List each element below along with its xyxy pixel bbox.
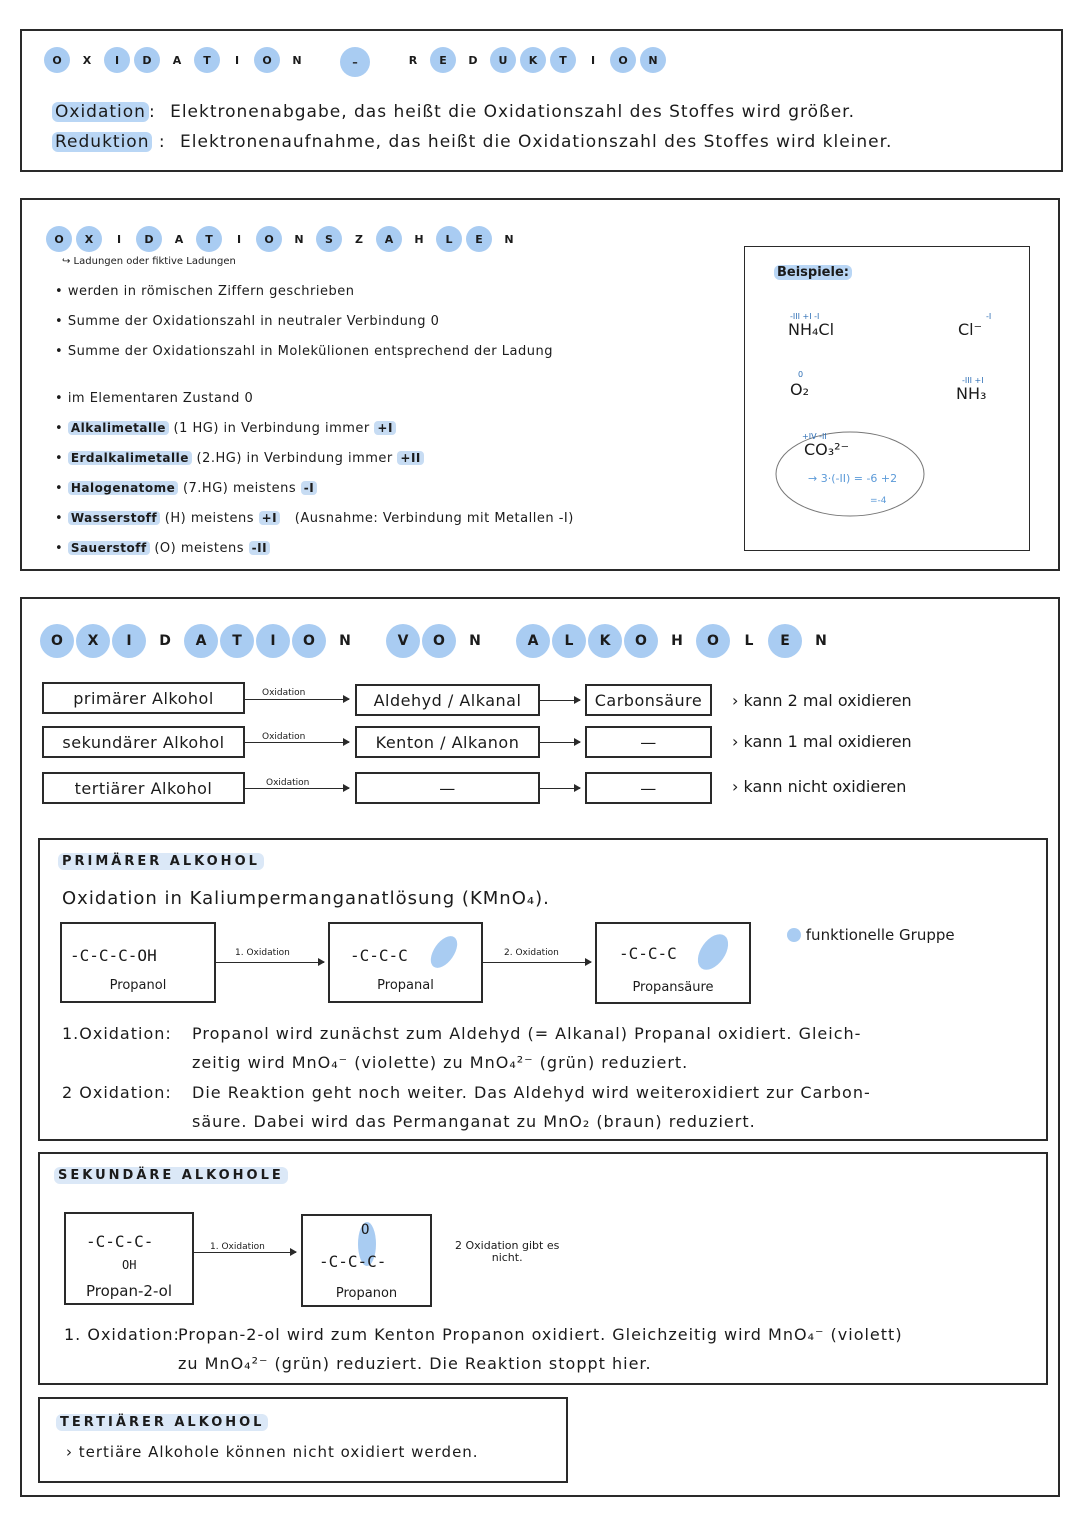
rule-text: Summe der Oxidationszahl in neutraler Verbindung 0 [67,314,440,329]
title-letter: E [430,47,456,73]
functional-group-marker [691,928,741,978]
reduktion-term: Reduktion [52,132,152,152]
title-letter: X [76,226,102,252]
reaction-arrow [483,962,591,963]
example-co3: CO₃²⁻ [804,440,850,459]
flow-arrow [540,742,580,743]
flow-arrow [540,700,580,701]
ox1-line: zeitig wird MnO₄⁻ (violette) zu MnO₄²⁻ (grün) reduziert. [192,1053,689,1072]
title-letter: N [815,633,827,649]
title-letter: L [436,226,462,252]
ox2-paragraph [62,1078,871,1136]
legend-text: funktionelle Gruppe [805,926,955,944]
title-letter: I [234,53,240,67]
title-letter: E [466,226,492,252]
propanal-formula [350,946,408,965]
oh-group: OH [122,1258,137,1272]
title-letter: R [408,53,418,67]
title-letter: A [172,53,182,67]
ox-number: 0 [798,370,804,379]
examples-label-text: Beispiele: [774,265,852,280]
group-term: Halogenatome [68,481,179,495]
group-text: (7.HG) meistens [182,481,297,496]
propanol-formula [70,946,157,965]
flow-mid: Aldehyd / Alkanal [355,684,540,716]
group-term: Erdalkalimetalle [68,451,192,465]
secondary-ox-label: 1. Oxidation: [64,1325,180,1344]
oxidation-text: Elektronenabgabe, das heißt die Oxidationszahl des Stoffes wird größer. [170,102,856,122]
secondary-ox-paragraph [64,1320,903,1378]
rule-item: • Summe der Oxidationszahl in Molekülionen entsprechend der Ladung [55,344,553,359]
group-term: Alkalimetalle [68,421,169,435]
ox2-line: Die Reaktion geht noch weiter. Das Aldehyd wird weiteroxidiert zur Carbon- [192,1083,871,1102]
propanol-label: Propanol [109,978,167,993]
formula-text: -C-C-C-OH [70,946,157,965]
reduktion-definition: Reduktion : Elektronenaufnahme, das heißt die Oxidationszahl des Stoffes wird kleiner. [52,132,892,152]
flow-arrow [245,742,349,743]
title-letter: T [220,624,254,658]
title-letter: I [112,624,146,658]
title-letter: E [768,624,802,658]
title-letter: N [339,633,351,649]
title-letter: T [550,47,576,73]
functional-group-marker [426,928,466,976]
ox2-line: säure. Dabei wird das Permanganat zu MnO₂ (braun) reduziert. [192,1112,756,1131]
title-letter: V [386,624,420,658]
group-term: Wasserstoff [68,511,160,525]
title-letter: H [671,633,683,649]
rule-item: • werden in römischen Ziffern geschrieben [55,284,355,299]
title-oxidationszahlen [46,226,526,252]
ox1-paragraph [62,1019,861,1077]
primary-subtitle: Oxidation in Kaliumpermanganatlösung (KMnO₄). [62,888,550,909]
flow-mid: Kenton / Alkanon [355,726,540,758]
secondary-ox-line: zu MnO₄²⁻ (grün) reduziert. Die Reaktion stoppt hier. [178,1354,652,1373]
title-letter: X [82,53,92,67]
title-letter: O [256,226,282,252]
flow-end: — [585,726,712,758]
rule-text: Summe der Oxidationszahl in Molekülionen entsprechend der Ladung [67,344,553,359]
title-letter: N [469,633,481,649]
example-calc-result: =-4 [870,496,887,506]
flow-note: › kann 2 mal oxidieren [732,691,912,710]
examples-label [774,265,852,280]
title-reduktion [400,47,670,73]
flow-arrow [245,699,349,700]
title-letter: U [490,47,516,73]
propanal-box [328,922,483,1003]
example-calc: → 3·(-II) = -6 +2 [808,472,898,485]
rule-text: im Elementaren Zustand 0 [67,391,254,406]
title-oxidation [44,47,314,73]
group-tail: (Ausnahme: Verbindung mit Metallen -I) [294,511,574,526]
title-letter: O [610,47,636,73]
title-letter: X [76,624,110,658]
title-letter: T [194,47,220,73]
ox2-label: 2 Oxidation: [62,1083,172,1102]
group-text: (1 HG) in Verbindung immer [173,421,370,436]
title-letter: N [640,47,666,73]
tertiary-text: › tertiäre Alkohole können nicht oxidiert werden. [66,1443,479,1461]
propanon-box [301,1214,432,1307]
secondary-ox-line: Propan-2-ol wird zum Kenton Propanon oxidiert. Gleichzeitig wird MnO₄⁻ (violett) [178,1325,903,1344]
title-letter: K [588,624,622,658]
propan-2-ol-box [64,1212,194,1305]
group-value: +II [397,451,423,465]
ox1-label: 1.Oxidation: [62,1024,172,1043]
flow-arrow [245,788,349,789]
title-letter: I [116,232,122,246]
group-text: (2.HG) in Verbindung immer [196,451,393,466]
title-letter: H [414,232,424,246]
title-letter: K [520,47,546,73]
example-cl: Cl⁻ [958,320,983,339]
tertiary-alcohol-box [38,1397,568,1483]
title-letter: L [744,633,754,649]
group-term: Sauerstoff [68,541,150,555]
group-value: -II [249,541,270,555]
group-item: • Alkalimetalle (1 HG) in Verbindung immer +I [55,421,396,436]
title-letter: N [294,232,304,246]
group-text: (O) meistens [154,541,245,556]
title-letter: D [159,633,171,649]
legend-dot [787,928,801,942]
title-oxidation-von-alkoholen [40,624,840,658]
oxidation-definition: Oxidation : Elektronenabgabe, das heißt die Oxidationszahl des Stoffes wird größer. [52,102,855,122]
title-letter: L [552,624,586,658]
ketone-oxygen: O [361,1222,370,1238]
group-text: (H) meistens [164,511,254,526]
title-letter: S [316,226,342,252]
example-o2: O₂ [790,380,810,399]
group-value: -I [301,481,317,495]
title-letter: Z [355,232,363,246]
note-line: nicht. [491,1251,523,1264]
propansaeure-label: Propansäure [632,980,714,995]
subtitle-ladungen: ↪ Ladungen oder fiktive Ladungen [62,256,236,267]
tertiary-alcohol-title: TERTIÄRER ALKOHOL [56,1414,268,1431]
title-letter: N [504,232,514,246]
formula-text: -C-C-C [350,946,408,965]
group-item: • Halogenatome (7.HG) meistens -I [55,481,317,496]
flow-arrow-label: Oxidation [262,732,306,742]
flow-end: — [585,772,712,804]
title-letter: A [516,624,550,658]
flow-arrow [540,788,580,789]
group-value: +I [374,421,396,435]
note-line: 2 Oxidation gibt es [455,1239,560,1252]
title-letter: D [134,47,160,73]
ox-number: -III +I -I [790,312,820,321]
propansaeure-box [595,922,751,1004]
flow-note: › kann nicht oxidieren [732,777,907,796]
flow-start: sekundärer Alkohol [42,726,245,758]
rule-item: • im Elementaren Zustand 0 [55,391,254,406]
formula-text: -C-C-C [619,944,677,963]
title-letter: O [624,624,658,658]
primary-alcohol-title: PRIMÄRER ALKOHOL [58,853,264,870]
propanon-formula: -C-C-C- [319,1252,387,1271]
rule-text: werden in römischen Ziffern geschrieben [67,284,355,299]
title-letter: A [184,624,218,658]
group-item: • Sauerstoff (O) meistens -II [55,541,270,556]
reaction-arrow [216,962,324,963]
propan-2-ol-label: Propan-2-ol [85,1282,172,1300]
reaction-arrow-label: 1. Oxidation [235,948,290,958]
ox1-line: Propanol wird zunächst zum Aldehyd (= Alkanal) Propanal oxidiert. Gleich- [192,1024,862,1043]
secondary-alcohol-title: SEKUNDÄRE ALKOHOLE [54,1167,288,1184]
rule-item: • Summe der Oxidationszahl in neutraler Verbindung 0 [55,314,440,329]
flow-arrow-label: Oxidation [262,688,306,698]
title-letter: T [196,226,222,252]
flow-mid: — [355,772,540,804]
title-letter: I [256,624,290,658]
title-letter: O [40,624,74,658]
reaction-arrow-label: 1. Oxidation [210,1242,265,1252]
flow-start: primärer Alkohol [42,682,245,714]
reaction-arrow [194,1252,296,1253]
propan-2-ol-formula: -C-C-C- [86,1232,154,1251]
propanal-label: Propanal [377,978,434,993]
group-value: +I [259,511,281,525]
title-letter: O [292,624,326,658]
propanon-label: Propanon [335,1286,398,1301]
flow-note: › kann 1 mal oxidieren [732,732,912,751]
reduktion-text: Elektronenaufnahme, das heißt die Oxidationszahl des Stoffes wird kleiner. [180,132,893,152]
title-letter: A [174,232,184,246]
group-item: • Wasserstoff (H) meistens +I (Ausnahme: Verbindung mit Metallen -I) [55,511,574,526]
title-dash: – [340,47,370,77]
flow-start: tertiärer Alkohol [42,772,245,804]
example-nh3: NH₃ [956,384,987,403]
title-letter: D [136,226,162,252]
propansaeure-formula [619,944,677,963]
example-nh4cl: NH₄Cl [788,320,835,339]
title-letter: O [44,47,70,73]
flow-end: Carbonsäure [585,684,712,716]
legend-functional-group [787,926,955,944]
title-letter: N [292,53,302,67]
title-letter: I [104,47,130,73]
title-letter: I [236,232,242,246]
title-letter: O [254,47,280,73]
oxidation-term: Oxidation [52,102,149,122]
reaction-arrow-label: 2. Oxidation [504,948,559,958]
ox-number: -I [986,312,992,321]
flow-arrow-label: Oxidation [266,778,310,788]
title-letter: O [422,624,456,658]
ox-number: +IV -II [802,432,827,441]
group-item: • Erdalkalimetalle (2.HG) in Verbindung immer +II [55,451,424,466]
no-second-oxidation [455,1240,559,1264]
propanol-box [60,922,216,1003]
title-letter: O [46,226,72,252]
title-letter: D [468,53,478,67]
title-letter: O [696,624,730,658]
ox-number: -III +I [962,376,984,385]
title-letter: A [376,226,402,252]
title-letter: I [590,53,596,67]
